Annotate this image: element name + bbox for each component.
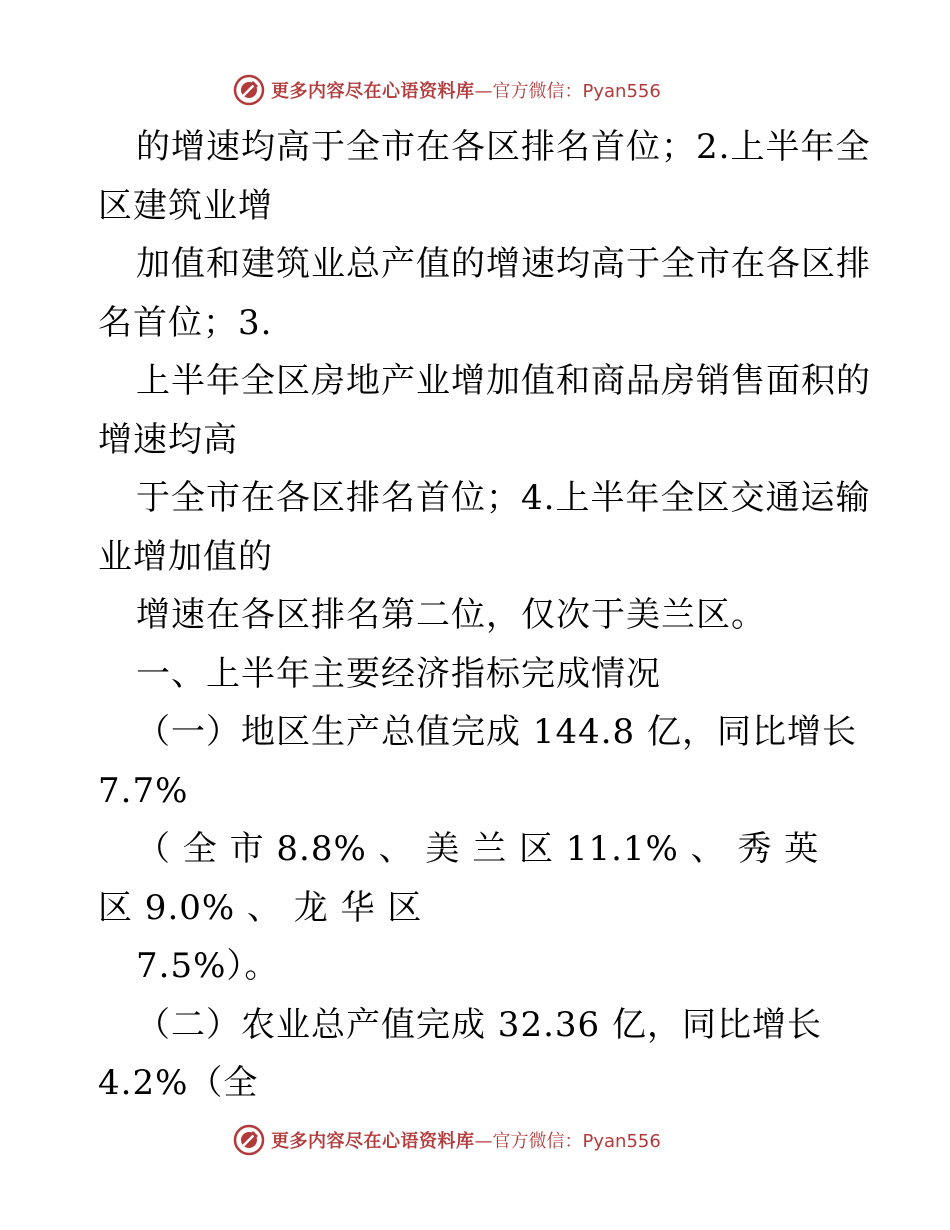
header-watermark — [233, 72, 661, 108]
text-line: 加值和建筑业总产值的增速均高于全市在各区排 — [136, 244, 871, 284]
text-line: 增速在各区排名第二位，仅次于美兰区。 — [136, 595, 766, 635]
text-line: （ 全 市 8.8% 、 美 兰 区 11.1% 、 秀 英 — [136, 829, 820, 869]
watermark-sub-text: —官方微信：Pyan556 — [474, 1131, 661, 1152]
text-line: （二）农业总产值完成 32.36 亿，同比增长 — [136, 1004, 822, 1045]
logo-icon — [233, 1124, 265, 1156]
footer-watermark — [233, 1122, 661, 1158]
watermark-main-text: 更多内容尽在心语资料库 — [271, 1131, 475, 1152]
watermark-sub-text: —官方微信：Pyan556 — [474, 81, 661, 102]
text-line: 增速均高 — [98, 419, 238, 460]
text-line: 名首位；3. — [98, 302, 273, 343]
watermark-main-text: 更多内容尽在心语资料库 — [271, 81, 475, 102]
text-line: （一）地区生产总值完成 144.8 亿，同比增长 — [136, 712, 857, 752]
text-line: 于全市在各区排名首位；4.上半年全区交通运输 — [136, 478, 871, 518]
section-heading: 一、上半年主要经济指标完成情况 — [136, 653, 661, 694]
text-line: 7.5%）。 — [136, 946, 280, 986]
text-line: 的增速均高于全市在各区排名首位；2.上半年全 — [136, 127, 871, 167]
text-line: 4.2%（全 — [98, 1063, 259, 1103]
text-line: 区 9.0% 、 龙 华 区 — [98, 887, 423, 928]
logo-icon — [233, 74, 265, 106]
document-body — [98, 118, 871, 1113]
text-line: 上半年全区房地产业增加值和商品房销售面积的 — [136, 361, 871, 401]
text-line: 区建筑业增 — [98, 185, 273, 226]
text-line: 7.7% — [98, 770, 189, 811]
text-line: 业增加值的 — [98, 536, 273, 577]
